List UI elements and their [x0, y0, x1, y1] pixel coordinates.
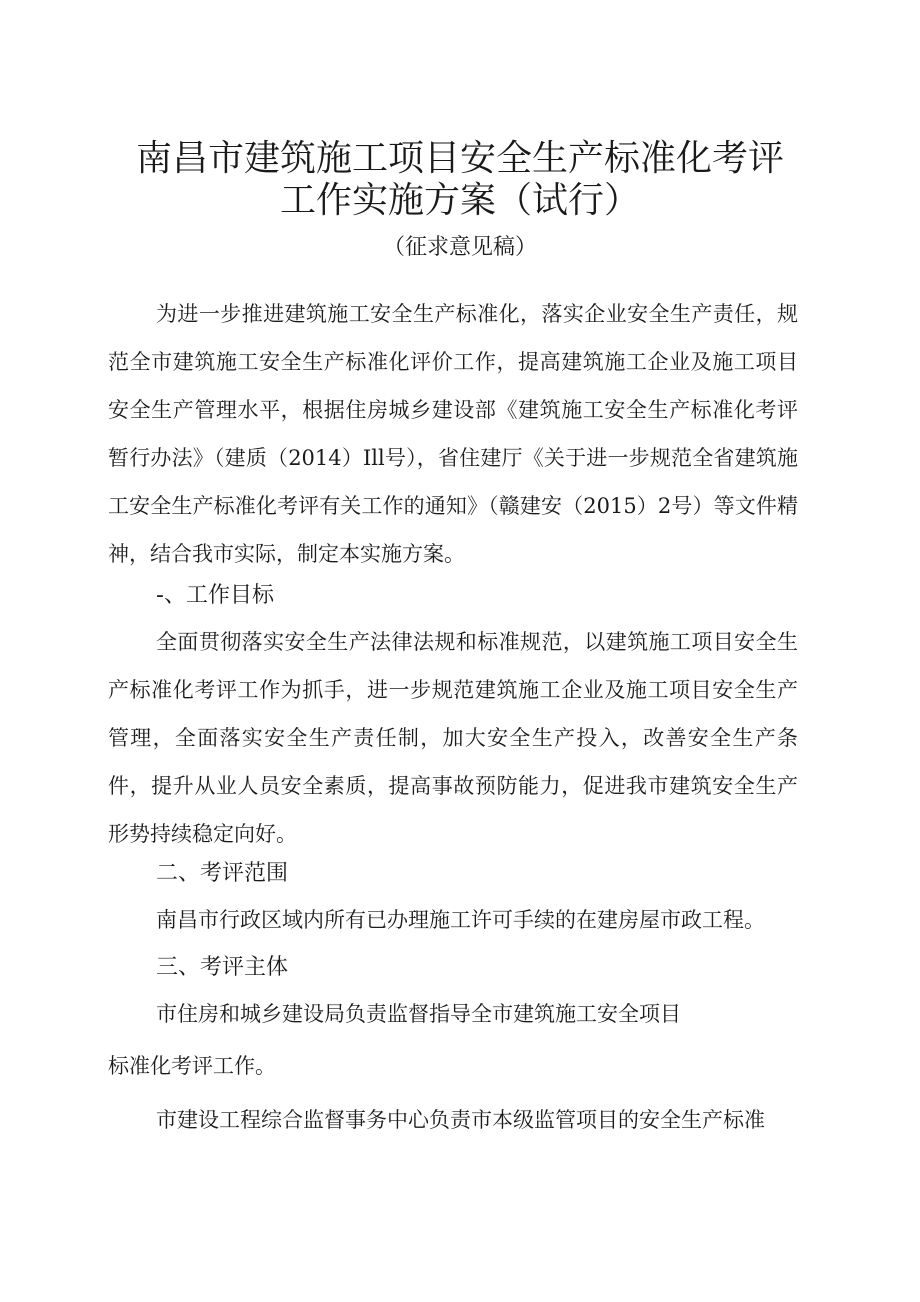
scope-paragraph: 南昌市行政区域内所有已办理施工许可手续的在建房屋市政工程。	[156, 908, 765, 932]
section-heading-goals: -、工作目标	[156, 583, 274, 608]
subject-line-3: 市建设工程综合监督事务中心负责市本级监管项目的安全生产标准	[156, 1108, 765, 1132]
document-subtitle: （征求意见稿）	[382, 235, 537, 260]
subject-line-2: 标准化考评工作。	[108, 1054, 276, 1078]
document-title-line-2: 工作实施方案（试行）	[279, 180, 640, 221]
goals-paragraph: 全面贯彻落实安全生产法律法规和标准规范，以建筑施工项目安全生产标准化考评工作为抓手，进一步规范建筑施工企业及施工项目安全生产管理，全面落实安全生产责任制，加大安全生产投入，改善安全生产条件，提升从业人员安全素质，提高事故预防能力，促进我市建筑安全生产形势持续稳定向好。	[108, 630, 798, 846]
section-heading-subject: 三、考评主体	[156, 955, 289, 980]
section-heading-scope: 二、考评范围	[156, 861, 289, 886]
intro-paragraph: 为进一步推进建筑施工安全生产标准化，落实企业安全生产责任，规范全市建筑施工安全生产标准化评价工作，提高建筑施工企业及施工项目安全生产管理水平，根据住房城乡建设部《建筑施工安全生产标准化考评暂行办法》（建质（2014）Ill号），省住建厅《关于进一步规范全省建筑施工安全生产标准化考评有关工作的通知》（赣建安（2015）2号）等文件精神，结合我市实际，制定本实施方案。	[108, 302, 798, 566]
subject-line-1: 市住房和城乡建设局负责监督指导全市建筑施工安全项目	[156, 1002, 681, 1026]
document-title-line-1: 南昌市建筑施工项目安全生产标准化考评	[135, 138, 784, 179]
